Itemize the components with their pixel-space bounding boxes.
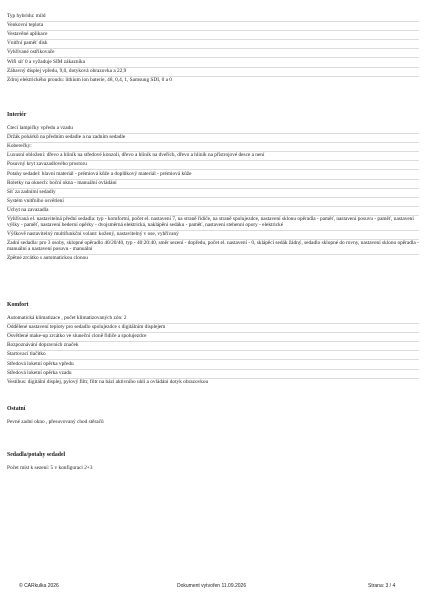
list-item: Vnitřní paměť disk — [7, 40, 419, 49]
section-title-sedadla: Sedadla/potahy sedadel — [7, 452, 66, 458]
equipment-list-top — [7, 13, 419, 85]
list-item: Roletky na oknech: boční okna - manuální ovládání — [7, 180, 419, 189]
list-item: Systém vnitřního osvětlení — [7, 198, 419, 207]
section-title-ostatni: Ostatní — [7, 406, 26, 412]
section-komfort — [7, 302, 419, 387]
list-item: Středová loketní opěrka vpředu — [7, 360, 419, 369]
list-item: Osvětlené make-up zrcátko ve sluneční cloně řidiče a spolujezdce — [7, 333, 419, 342]
list-item: Vyhřívaná el. nastavitelná přední sedadla: typ - komfortní, počet el. nastavení 7, na straně řidiče, na straně spolujezdce, nastavení sklonu opěradla - paměť, nastavení posuvu - paměť, nastavení výšky - paměť, nastavení bederní opěrky - dvojsměrná elektrická, naklápění sedáku - paměť, nastavení stehenní opory - elektrické — [7, 216, 419, 231]
list-item: Pevné zadní okno , přesuvovaný chod stěračů — [7, 419, 104, 426]
list-item: Zábavný displej vpředu, 9,0, dotyková obrazovka a 22,9 — [7, 68, 419, 77]
list-item: Venkovní teplota — [7, 22, 419, 31]
list-item: Startovací tlačítko — [7, 351, 419, 360]
list-item: Počet míst k sezení: 5 v konfiguraci 2+3 — [7, 465, 93, 472]
list-item: Zadní sedadla: pro 3 osoby, sklopné opěradlo 40/20/40, typ - 40:20:40, směr sezení - dopředu, počet el. nastavení - 0, sklápěcí sedák žádný, sedadlo sklopné do rovny, nastavení sklonu opěradla - manuální a nastavení posuvu - manuální — [7, 240, 419, 255]
footer-page-number: Strana: 3 / 4 — [368, 583, 396, 589]
list-item: Rozpoznávání dopravních značek — [7, 342, 419, 351]
list-item: Výškově nastavitelný multifunkční volant: kožený, nastavitelný v ose, vyhřívaný — [7, 231, 419, 240]
list-item: Typ hybridu: mild — [7, 13, 419, 22]
section-title-komfort: Komfort — [7, 302, 29, 308]
list-item: Posuvný kryt zavazadlového prostoru — [7, 161, 419, 170]
list-item: Držák pohárků na předním sedadle a na zadním sedadle — [7, 134, 419, 143]
list-item: Vestavěné aplikace — [7, 31, 419, 40]
section-title-interier: Interiér — [7, 112, 27, 118]
list-item: Síť za zadními sedadly — [7, 189, 419, 198]
list-item: Zpětné zrcátko s automatickou clonou — [7, 255, 88, 262]
list-item: Zdroj elektrického proudu: lithium ion baterie, 48, 0,4, 1, Samsung SDI, 0 a 0 — [7, 76, 172, 83]
list-item: Wifi síť 0 a vyžaduje SIM zákazníka — [7, 58, 419, 67]
footer-created-date: Dokument vytvořen 11.09.2026 — [177, 583, 247, 589]
list-item: Potahy sedadel: hlavní materiál - prémiová kůže a doplňkový materiál - prémiová kůže — [7, 170, 419, 179]
footer-copyright: © CARkulka 2026 — [19, 583, 59, 589]
list-item: Koberečky: — [7, 143, 419, 152]
list-item: Automatická klimatizace , počet klimatizovaných zón: 2 — [7, 315, 419, 324]
list-item: Luxusní obložení: dřevo a hliník na středové konzoli, dřevo a hliník na dveřích, dřevo a hliník na přístrojové desce a není — [7, 152, 419, 161]
list-item: Úchyt na zavazadla — [7, 207, 419, 216]
list-item: Čtecí lampičky vpředu a vzadu — [7, 125, 419, 134]
list-item: Vestibus: digitální displej, pylový filtr, filtr na bázi aktivního uhlí a ovládání dotyk obrazovkou — [7, 378, 209, 385]
list-item: Středová loketní opěrka vzadu — [7, 370, 419, 379]
section-sedadla — [7, 452, 419, 473]
list-item: Vyhřívané ostřikovače — [7, 49, 419, 58]
section-interier — [7, 112, 419, 263]
list-item: Oddělené nastavení teploty pro sedadlo spolujezdce s digitálním displejem — [7, 324, 419, 333]
section-ostatni — [7, 406, 419, 427]
